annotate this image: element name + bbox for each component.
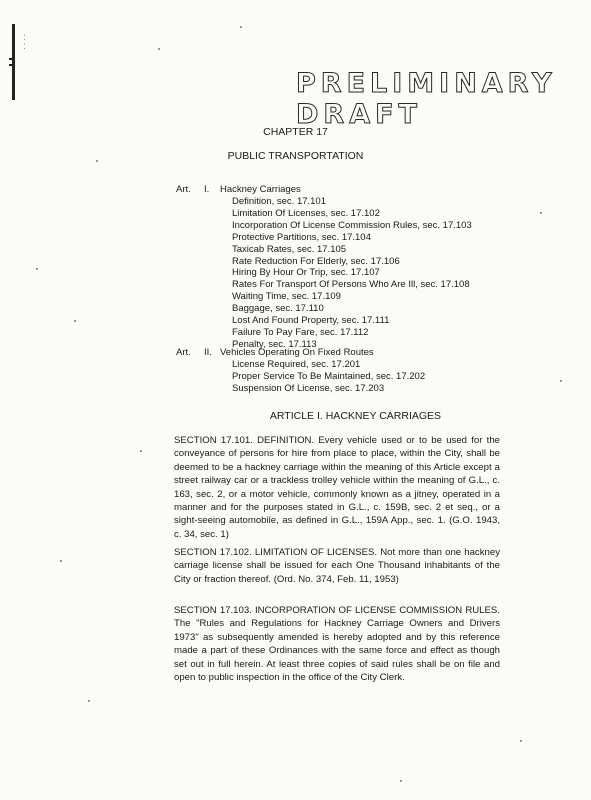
toc-article-2-items [232, 359, 425, 395]
toc-art-title: Hackney Carriages [220, 184, 301, 195]
scan-speck [36, 268, 38, 270]
toc-item: Rate Reduction For Elderly, sec. 17.106 [232, 255, 400, 267]
toc-item: Taxicab Rates, sec. 17.105 [232, 243, 347, 255]
chapter-number: CHAPTER 17 [263, 126, 328, 138]
toc-art-label: Art. [176, 184, 191, 195]
scan-speck [158, 48, 160, 50]
section-17-102: SECTION 17.102. LIMITATION OF LICENSES. Not more than one hackney carriage license shall be issued for each One Thousand inhabitants of the City or fraction thereof. (Ord. No. 374, Feb. 11, 1953) [174, 547, 500, 585]
toc-art-title: Vehicles Operating On Fixed Routes [220, 347, 374, 358]
scan-speck [540, 212, 542, 214]
binder-tick [9, 64, 15, 66]
scan-speck [240, 26, 242, 28]
toc-item: Waiting Time, sec. 17.109 [232, 291, 341, 303]
toc-item: Proper Service To Be Maintained, sec. 17.202 [232, 370, 426, 382]
toc-item: Hiring By Hour Or Trip, sec. 17.107 [232, 267, 380, 279]
toc-item: Rates For Transport Of Persons Who Are Ill, sec. 17.108 [232, 279, 470, 291]
binder-tick [9, 58, 15, 60]
toc-item: Suspension Of License, sec. 17.203 [232, 382, 385, 394]
section-17-101: SECTION 17.101. DEFINITION. Every vehicle used or to be used for the conveyance of persons for hire from place to place, within the City, shall be deemed to be a hackney carriage within the meaning of this Article except a street railway car or a trackless trolley vehicle within the meaning of G.L., c. 163, sec. 2, or a motor vehicle, commonly known as a jitney, operated in a manner and for the purposes stated in G.L., c. 159B, sec. 2 et seq., or a sight-seeing automobile, as defined in G.L., 159A App., sec. 1. (G.O. 1943, c. 34, sec. 1) [174, 435, 500, 540]
section-17-103: SECTION 17.103. INCORPORATION OF LICENSE COMMISSION RULES. The "Rules and Regulations for Hackney Carriage Owners and Drivers 1973" as subsequently amended is hereby adopted and by this reference made a part of these Ordinances with the same force and effect as though set out in full herein. At least three copies of said rules shall be on file and open to public inspection in the office of the City Clerk. [174, 605, 500, 684]
scan-speck [560, 380, 562, 382]
article-heading: ARTICLE I. HACKNEY CARRIAGES [269, 410, 442, 422]
scan-speck [520, 740, 522, 742]
scan-speck [96, 160, 98, 162]
scan-speck [140, 450, 142, 452]
toc-item: Protective Partitions, sec. 17.104 [232, 231, 371, 243]
toc-item: Lost And Found Property, sec. 17.111 [232, 315, 390, 327]
scan-speck [88, 700, 90, 702]
toc-item: Penalty, sec. 17.113 [232, 338, 317, 350]
toc-item: Incorporation Of License Commission Rules, sec. 17.103 [232, 219, 472, 231]
toc-item: License Required, sec. 17.201 [232, 359, 361, 370]
toc-item: Failure To Pay Fare, sec. 17.112 [232, 326, 369, 338]
toc-art-label: Art. [176, 347, 191, 358]
scan-speck [74, 320, 76, 322]
binder-mark [12, 24, 15, 100]
toc-item: Limitation Of Licenses, sec. 17.102 [232, 207, 380, 219]
toc-item: Baggage, sec. 17.110 [232, 303, 324, 315]
chapter-title: PUBLIC TRANSPORTATION [227, 150, 364, 162]
toc-art-number: I. [204, 184, 210, 195]
toc-art-number: II. [204, 347, 212, 358]
toc-article-1-items [232, 196, 472, 351]
scan-speck [60, 560, 62, 562]
scan-speck [400, 780, 402, 782]
preliminary-draft-stamp: PRELIMINARY DRAFT [296, 68, 557, 130]
margin-scribble: · · · · [20, 34, 28, 50]
toc-item: Definition, sec. 17.101 [232, 196, 327, 207]
